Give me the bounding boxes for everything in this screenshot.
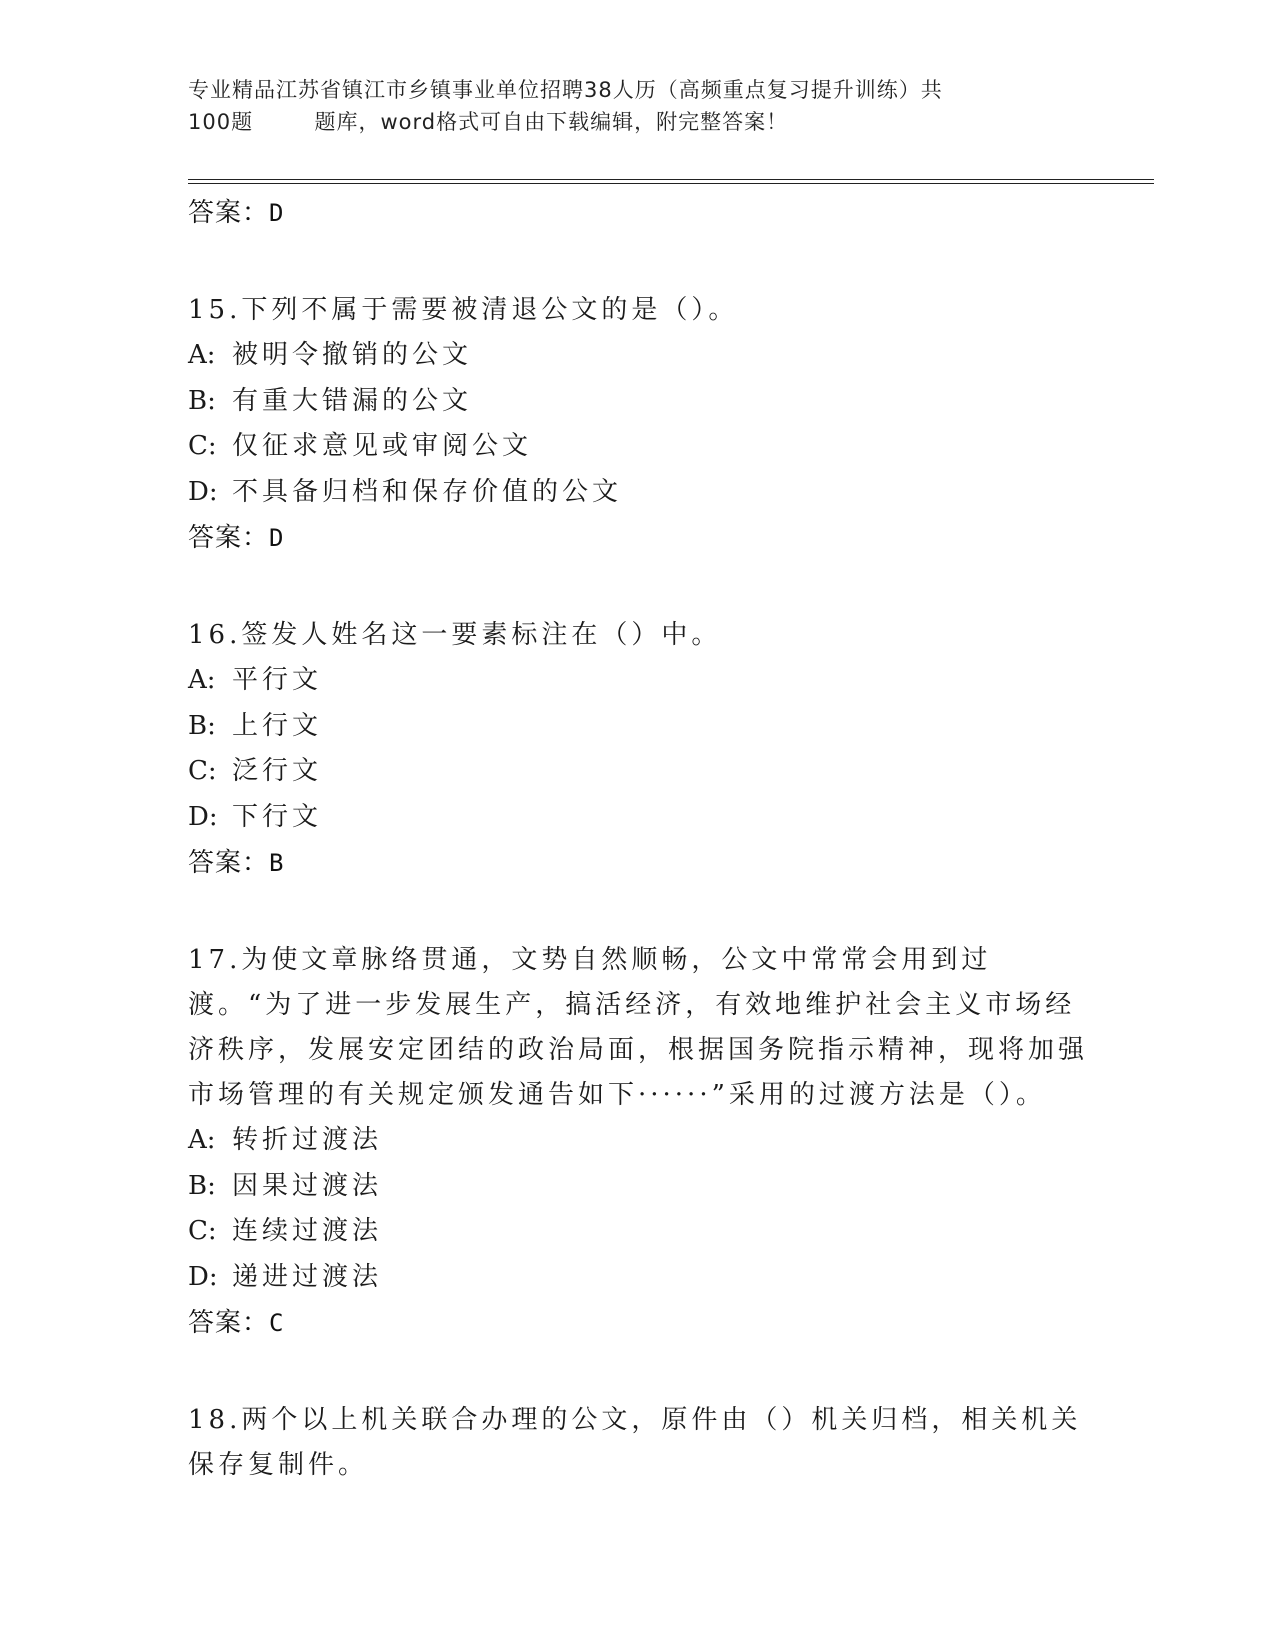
answer-value: C bbox=[269, 1309, 285, 1337]
option-key: D: bbox=[188, 476, 218, 507]
spacer bbox=[188, 1346, 1088, 1398]
option-c bbox=[188, 749, 1088, 795]
option-key: A: bbox=[188, 340, 216, 370]
question-16 bbox=[188, 613, 1088, 886]
answer-line bbox=[188, 515, 1088, 561]
answer-label: 答案： bbox=[188, 848, 270, 878]
option-key: B: bbox=[188, 385, 216, 416]
spacer bbox=[188, 236, 1088, 288]
question-list bbox=[188, 190, 1088, 1488]
question-stem: 15.下列不属于需要被清退公文的是（）。 bbox=[188, 295, 739, 325]
option-text: 被明令撤销的公文 bbox=[232, 340, 473, 370]
option-a bbox=[188, 333, 1088, 379]
document-header bbox=[188, 74, 1068, 138]
option-b bbox=[188, 379, 1088, 425]
option-key: B: bbox=[188, 710, 216, 741]
option-text: 仅征求意见或审阅公文 bbox=[232, 431, 533, 461]
answer-value: D bbox=[269, 524, 285, 552]
answer-line bbox=[188, 840, 1088, 886]
option-key: C: bbox=[188, 1216, 217, 1246]
question-15 bbox=[188, 288, 1088, 561]
spacer bbox=[188, 886, 1088, 938]
question-17 bbox=[188, 938, 1088, 1346]
answer-line bbox=[188, 1300, 1088, 1346]
answer-value: D bbox=[269, 199, 285, 227]
option-key: A: bbox=[188, 1125, 216, 1155]
option-text: 转折过渡法 bbox=[232, 1125, 383, 1155]
option-text: 不具备归档和保存价值的公文 bbox=[232, 476, 623, 507]
header-divider-top bbox=[188, 179, 1154, 180]
option-text: 递进过渡法 bbox=[232, 1261, 383, 1292]
answer-label: 答案： bbox=[188, 1308, 270, 1338]
question-stem: 18.两个以上机关联合办理的公文，原件由（）机关归档，相关机关保存复制件。 bbox=[188, 1405, 1082, 1480]
option-c bbox=[188, 424, 1088, 470]
option-key: A: bbox=[188, 665, 216, 695]
option-d bbox=[188, 795, 1088, 841]
question-stem: 16.签发人姓名这一要素标注在（）中。 bbox=[188, 620, 722, 650]
option-c bbox=[188, 1209, 1088, 1255]
option-key: C: bbox=[188, 756, 217, 786]
option-key: C: bbox=[188, 431, 217, 461]
option-key: B: bbox=[188, 1170, 216, 1201]
answer-line bbox=[188, 190, 1088, 236]
option-text: 连续过渡法 bbox=[232, 1216, 383, 1246]
answer-label: 答案： bbox=[188, 198, 270, 228]
question-18 bbox=[188, 1398, 1088, 1488]
header-line-2: 100题 题库，word格式可自由下载编辑，附完整答案！ bbox=[188, 110, 789, 134]
spacer bbox=[188, 561, 1088, 613]
answer-value: B bbox=[269, 849, 285, 877]
option-text: 下行文 bbox=[232, 801, 323, 832]
option-b bbox=[188, 704, 1088, 750]
option-text: 泛行文 bbox=[232, 756, 323, 786]
option-text: 平行文 bbox=[232, 665, 323, 695]
option-d bbox=[188, 1255, 1088, 1301]
option-text: 上行文 bbox=[232, 710, 323, 741]
option-text: 有重大错漏的公文 bbox=[232, 385, 473, 416]
option-key: D: bbox=[188, 1261, 218, 1292]
header-line-1: 专业精品江苏省镇江市乡镇事业单位招聘38人历（高频重点复习提升训练）共 bbox=[188, 78, 943, 102]
header-divider-bottom bbox=[188, 183, 1154, 184]
option-a bbox=[188, 1118, 1088, 1164]
option-text: 因果过渡法 bbox=[232, 1170, 383, 1201]
option-b bbox=[188, 1164, 1088, 1210]
answer-label: 答案： bbox=[188, 523, 270, 553]
option-a bbox=[188, 658, 1088, 704]
question-stem: 17.为使文章脉络贯通，文势自然顺畅，公文中常常会用到过渡。“为了进一步发展生产，搞活经济，有效地维护社会主义市场经济秩序，发展安定团结的政治局面，根据国务院指示精神，现将加强市场管理的有关规定颁发通告如下······”采用的过渡方法是（）。 bbox=[188, 945, 1089, 1110]
option-key: D: bbox=[188, 801, 218, 832]
option-d bbox=[188, 470, 1088, 516]
